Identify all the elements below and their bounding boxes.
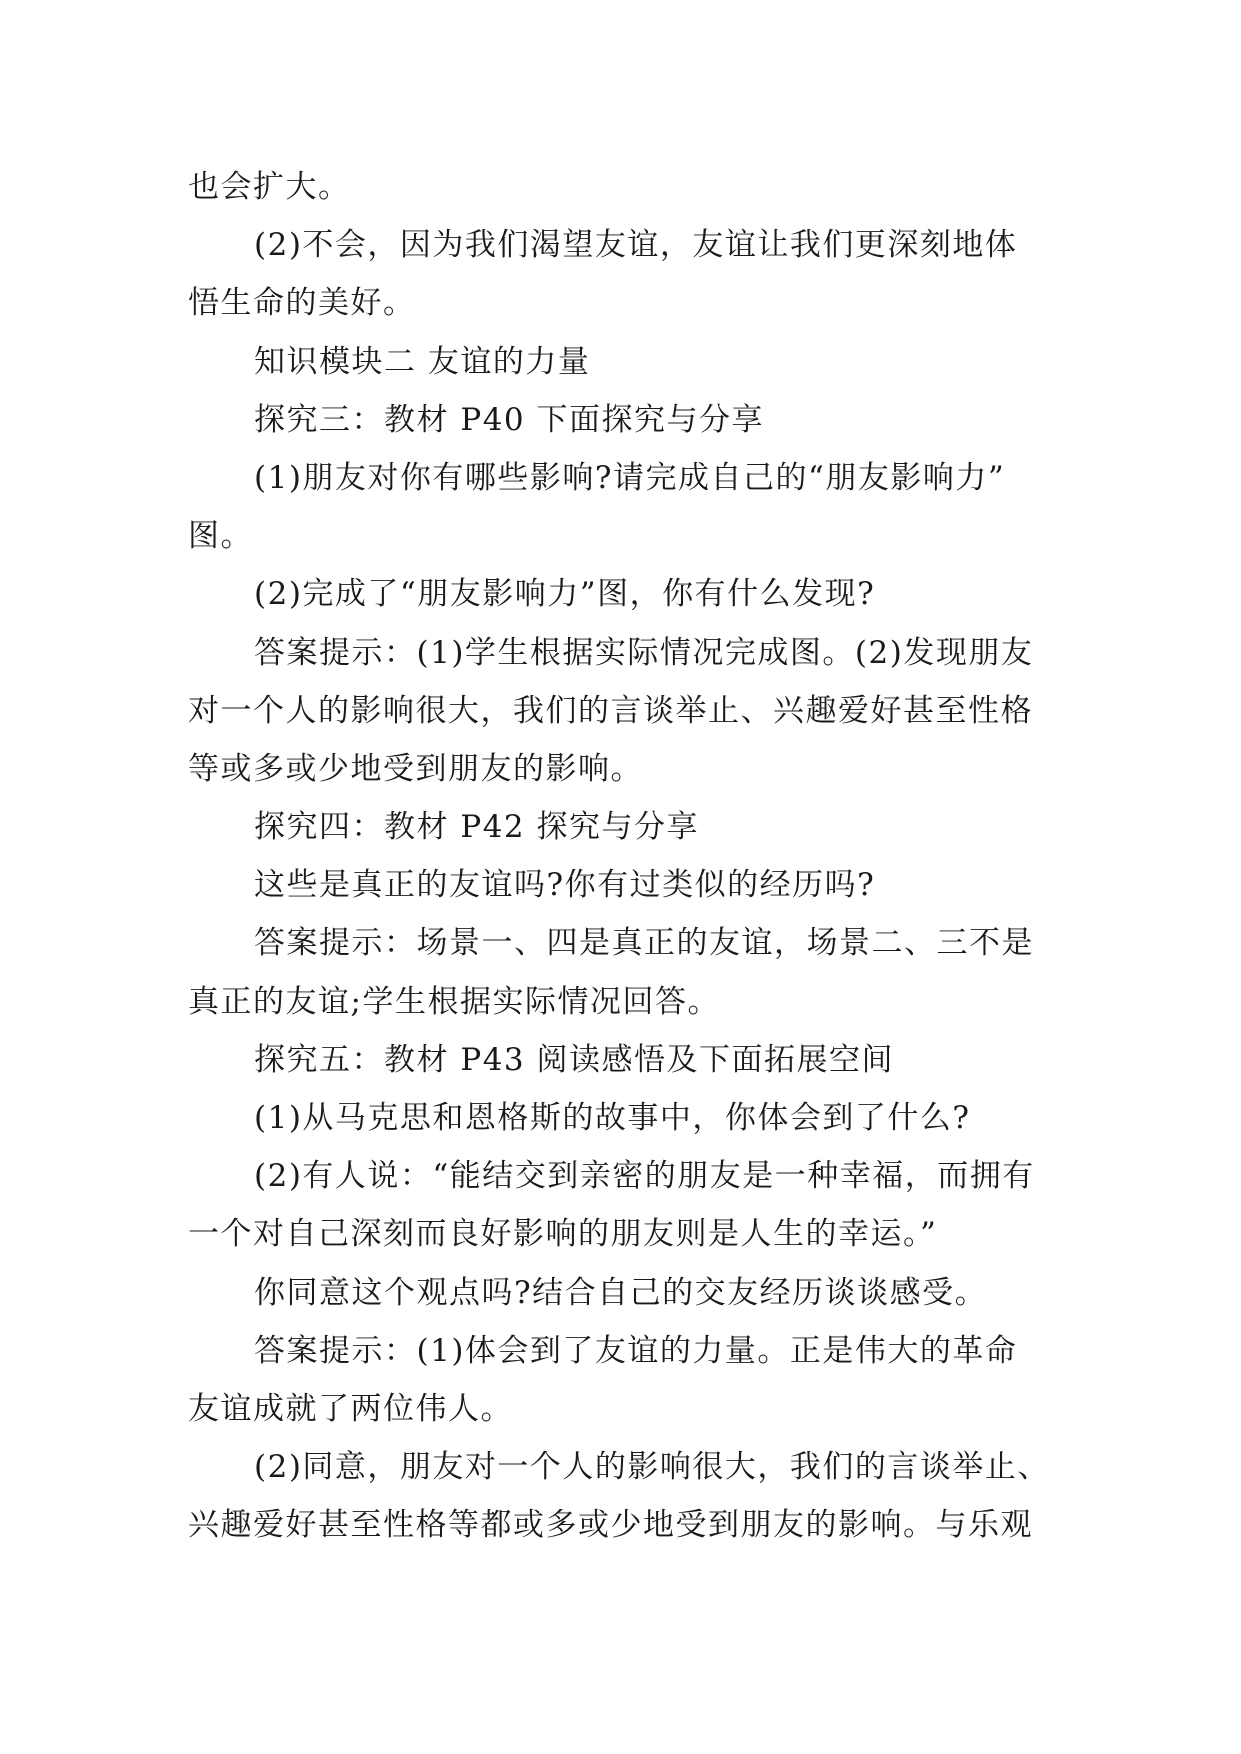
text-line: (2)同意，朋友对一个人的影响很大，我们的言谈举止、 xyxy=(254,1449,1050,1486)
text-line: 真正的友谊;学生根据实际情况回答。 xyxy=(188,983,720,1020)
text-line: 兴趣爱好甚至性格等都或多或少地受到朋友的影响。与乐观 xyxy=(188,1507,1033,1544)
text-line: 对一个人的影响很大，我们的言谈举止、兴趣爱好甚至性格 xyxy=(188,692,1033,729)
exploration-heading: 探究三：教材 P40 下面探究与分享 xyxy=(254,401,765,438)
text-line: 这些是真正的友谊吗?你有过类似的经历吗? xyxy=(254,867,876,904)
answer-hint: 答案提示：(1)学生根据实际情况完成图。(2)发现朋友 xyxy=(254,634,1034,671)
document-body xyxy=(188,158,1048,1555)
text-line: 图。 xyxy=(188,518,253,555)
text-line: 一个对自己深刻而良好影响的朋友则是人生的幸运。” xyxy=(188,1216,938,1253)
text-line: 也会扩大。 xyxy=(188,169,351,205)
text-line: 友谊成就了两位伟人。 xyxy=(188,1390,513,1427)
text-line: (2)完成了“朋友影响力”图，你有什么发现? xyxy=(254,576,876,613)
answer-hint: 答案提示：(1)体会到了友谊的力量。正是伟大的革命 xyxy=(254,1332,1018,1369)
text-line: 等或多或少地受到朋友的影响。 xyxy=(188,750,643,787)
exploration-heading: 探究五：教材 P43 阅读感悟及下面拓展空间 xyxy=(254,1041,895,1078)
section-heading: 知识模块二 友谊的力量 xyxy=(254,343,591,380)
text-line: (2)有人说：“能结交到亲密的朋友是一种幸福，而拥有 xyxy=(254,1158,1035,1195)
exploration-heading: 探究四：教材 P42 探究与分享 xyxy=(254,809,700,846)
text-line: (2)不会，因为我们渴望友谊，友谊让我们更深刻地体 xyxy=(254,227,1018,264)
text-line: 悟生命的美好。 xyxy=(188,285,416,322)
answer-hint: 答案提示：场景一、四是真正的友谊，场景二、三不是 xyxy=(254,925,1034,962)
text-line: (1)从马克思和恩格斯的故事中，你体会到了什么? xyxy=(254,1100,971,1136)
text-line: (1)朋友对你有哪些影响?请完成自己的“朋友影响力” xyxy=(254,459,1006,496)
text-line: 你同意这个观点吗?结合自己的交友经历谈谈感受。 xyxy=(254,1274,988,1311)
